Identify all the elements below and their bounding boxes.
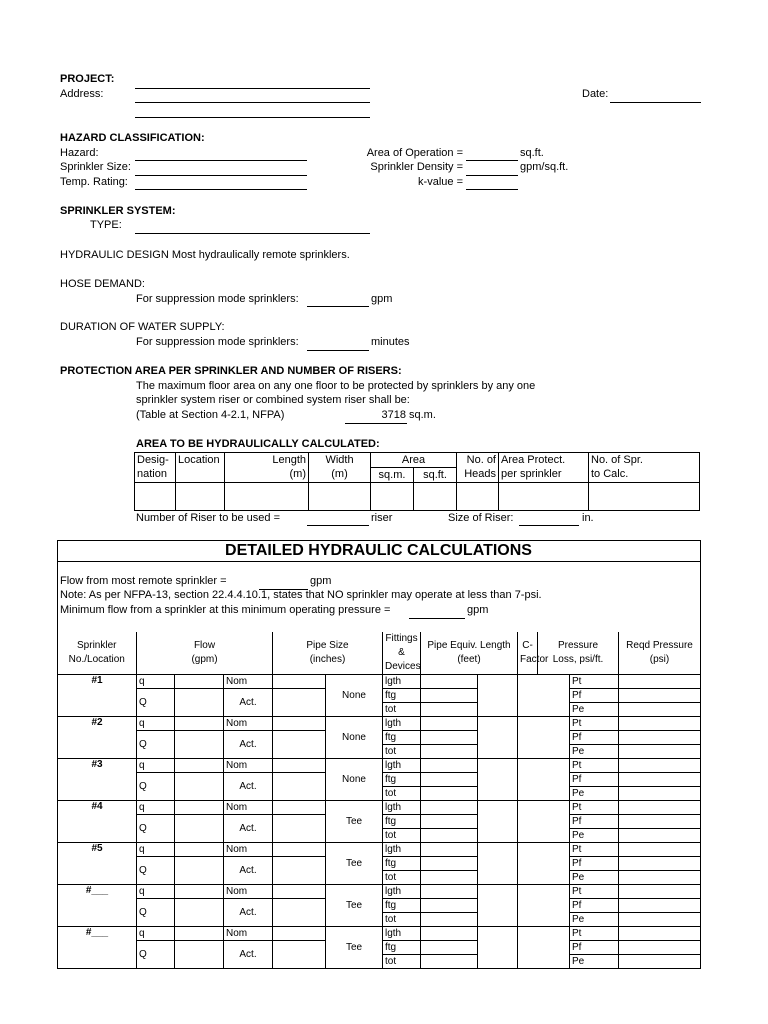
equiv-lgth-label: lgth	[383, 843, 421, 857]
pipe-act-label: Act.	[224, 731, 273, 759]
c-factor-value[interactable]	[478, 927, 518, 969]
pe-label: Pe	[570, 703, 619, 717]
equiv-ftg-label: ftg	[383, 773, 421, 787]
area-col-width: Width (m)	[309, 453, 371, 483]
flow-q-label: q	[137, 885, 175, 899]
flow-Q-value[interactable]	[175, 857, 224, 885]
pipe-nom-label: Nom	[224, 927, 273, 941]
pipe-act-label: Act.	[224, 815, 273, 843]
area-col-protect: Area Protect. per sprinkler	[499, 453, 589, 483]
temp-rating-label: Temp. Rating:	[60, 176, 128, 188]
flow-Q-value[interactable]	[175, 689, 224, 717]
duration-field[interactable]	[307, 350, 369, 351]
hazard-field[interactable]	[135, 160, 307, 161]
pipe-nom-label: Nom	[224, 675, 273, 689]
protection-line-1: The maximum floor area on any one floor to be protected by sprinklers by any one	[136, 380, 536, 392]
col-sprinkler: Sprinkler No./Location	[58, 632, 137, 675]
flow-Q-value[interactable]	[175, 815, 224, 843]
equiv-ftg-value[interactable]	[421, 689, 478, 703]
pe-label: Pe	[570, 913, 619, 927]
min-flow-field[interactable]	[409, 618, 465, 619]
flow-Q-value[interactable]	[175, 731, 224, 759]
pipe-act-value[interactable]	[273, 815, 326, 843]
riser-size-label: Size of Riser:	[448, 512, 514, 524]
area-cell[interactable]	[225, 483, 309, 511]
date-label: Date:	[582, 88, 609, 100]
flow-unit: gpm	[310, 575, 332, 587]
area-operation-field[interactable]	[466, 160, 518, 161]
duration-heading: DURATION OF WATER SUPPLY:	[60, 321, 225, 333]
flow-Q-value[interactable]	[175, 773, 224, 801]
c-factor-value[interactable]	[478, 717, 518, 759]
pt-value[interactable]	[619, 885, 701, 899]
pipe-act-label: Act.	[224, 857, 273, 885]
pressure-loss-value[interactable]	[518, 885, 570, 927]
equiv-tot-value[interactable]	[421, 829, 478, 843]
calc-row	[58, 927, 701, 941]
pt-label: Pt	[570, 759, 619, 773]
pipe-act-value[interactable]	[273, 857, 326, 885]
flow-Q-label: Q	[137, 773, 175, 801]
pt-value[interactable]	[619, 675, 701, 689]
equiv-tot-value[interactable]	[421, 703, 478, 717]
equiv-ftg-label: ftg	[383, 731, 421, 745]
pe-value[interactable]	[619, 703, 701, 717]
pf-label: Pf	[570, 899, 619, 913]
pe-value[interactable]	[619, 829, 701, 843]
flow-Q-label: Q	[137, 941, 175, 969]
detailed-title: DETAILED HYDRAULIC CALCULATIONS	[225, 542, 532, 559]
col-reqd-pressure: Reqd Pressure (psi)	[619, 632, 701, 675]
pf-value[interactable]	[619, 857, 701, 871]
flow-q-value[interactable]	[175, 675, 224, 689]
c-factor-value[interactable]	[478, 843, 518, 885]
pf-label: Pf	[570, 815, 619, 829]
pf-label: Pf	[570, 941, 619, 955]
pipe-nom-value[interactable]	[273, 717, 326, 731]
flow-q-label: q	[137, 843, 175, 857]
equiv-tot-label: tot	[383, 703, 421, 717]
hose-line: For suppression mode sprinklers:	[136, 293, 299, 305]
col-pipe-size: Pipe Size (inches)	[273, 632, 383, 675]
flow-Q-label: Q	[137, 815, 175, 843]
pipe-nom-label: Nom	[224, 843, 273, 857]
pt-value[interactable]	[619, 759, 701, 773]
calc-row	[58, 759, 701, 773]
hose-heading: HOSE DEMAND:	[60, 278, 145, 290]
pipe-nom-value[interactable]	[273, 675, 326, 689]
pe-label: Pe	[570, 829, 619, 843]
equiv-lgth-value[interactable]	[421, 885, 478, 899]
address-field-2[interactable]	[135, 117, 370, 118]
equiv-tot-label: tot	[383, 787, 421, 801]
c-factor-value[interactable]	[478, 801, 518, 843]
pressure-loss-value[interactable]	[518, 801, 570, 843]
fitting-value[interactable]: None	[326, 717, 383, 759]
protection-area-unit: sq.m.	[409, 409, 436, 421]
pressure-loss-value[interactable]	[518, 843, 570, 885]
equiv-lgth-label: lgth	[383, 675, 421, 689]
pipe-nom-label: Nom	[224, 885, 273, 899]
equiv-tot-value[interactable]	[421, 871, 478, 885]
equiv-tot-label: tot	[383, 913, 421, 927]
area-cell[interactable]	[414, 483, 457, 511]
hose-unit: gpm	[371, 293, 393, 305]
area-col-area: Area	[371, 453, 457, 468]
min-flow-line: Minimum flow from a sprinkler at this minimum operating pressure =	[60, 604, 391, 616]
equiv-tot-label: tot	[383, 871, 421, 885]
density-unit: gpm/sq.ft.	[520, 161, 569, 173]
sprinkler-id: #2	[58, 717, 137, 759]
protection-heading: PROTECTION AREA PER SPRINKLER AND NUMBER OF RISERS:	[60, 365, 402, 377]
min-flow-unit: gpm	[467, 604, 489, 616]
equiv-ftg-value[interactable]	[421, 857, 478, 871]
protection-line-2: sprinkler system riser or combined system riser shall be:	[136, 394, 410, 406]
protection-area-value[interactable]: 3718	[381, 409, 406, 421]
equiv-ftg-value[interactable]	[421, 731, 478, 745]
pf-label: Pf	[570, 773, 619, 787]
equiv-lgth-value[interactable]	[421, 801, 478, 815]
equiv-lgth-label: lgth	[383, 885, 421, 899]
pipe-nom-value[interactable]	[273, 885, 326, 899]
pt-label: Pt	[570, 843, 619, 857]
flow-q-value[interactable]	[175, 885, 224, 899]
area-calc-heading: AREA TO BE HYDRAULICALLY CALCULATED:	[136, 438, 380, 450]
pe-value[interactable]	[619, 871, 701, 885]
equiv-ftg-label: ftg	[383, 941, 421, 955]
equiv-lgth-value[interactable]	[421, 927, 478, 941]
flow-q-label: q	[137, 675, 175, 689]
pt-value[interactable]	[619, 843, 701, 857]
flow-q-label: q	[137, 927, 175, 941]
date-field[interactable]	[610, 102, 701, 103]
area-col-sqm: sq.m.	[371, 468, 414, 483]
equiv-ftg-label: ftg	[383, 689, 421, 703]
pipe-act-value[interactable]	[273, 689, 326, 717]
calc-table	[57, 632, 701, 969]
equiv-tot-label: tot	[383, 955, 421, 969]
pt-label: Pt	[570, 927, 619, 941]
c-factor-value[interactable]	[478, 759, 518, 801]
flow-Q-label: Q	[137, 857, 175, 885]
fitting-value[interactable]: Tee	[326, 843, 383, 885]
area-col-heads: No. of Heads	[457, 453, 499, 483]
sprinkler-id: #___	[58, 885, 137, 927]
duration-unit: minutes	[371, 336, 410, 348]
sprinkler-id: #1	[58, 675, 137, 717]
area-col-designation: Desig- nation	[135, 453, 176, 483]
density-label: Sprinkler Density =	[370, 161, 463, 173]
area-cell[interactable]	[371, 483, 414, 511]
calc-row	[58, 717, 701, 731]
riser-size-unit: in.	[582, 512, 594, 524]
project-field[interactable]	[135, 88, 370, 89]
area-cell[interactable]	[176, 483, 225, 511]
flow-q-label: q	[137, 801, 175, 815]
type-label: TYPE:	[90, 219, 122, 231]
duration-line: For suppression mode sprinklers:	[136, 336, 299, 348]
sprinkler-id: #___	[58, 927, 137, 969]
flow-Q-label: Q	[137, 731, 175, 759]
pipe-act-value[interactable]	[273, 731, 326, 759]
area-col-length: Length (m)	[225, 453, 309, 483]
area-calc-table	[134, 452, 700, 511]
equiv-lgth-label: lgth	[383, 759, 421, 773]
pf-value[interactable]	[619, 815, 701, 829]
flow-q-value[interactable]	[175, 801, 224, 815]
calc-row	[58, 675, 701, 689]
pf-label: Pf	[570, 731, 619, 745]
sprinkler-id: #5	[58, 843, 137, 885]
pt-label: Pt	[570, 801, 619, 815]
project-label: PROJECT:	[60, 73, 115, 85]
pipe-nom-label: Nom	[224, 759, 273, 773]
flow-q-value[interactable]	[175, 717, 224, 731]
pt-value[interactable]	[619, 801, 701, 815]
equiv-lgth-value[interactable]	[421, 675, 478, 689]
pf-value[interactable]	[619, 689, 701, 703]
equiv-tot-value[interactable]	[421, 913, 478, 927]
area-operation-label: Area of Operation =	[366, 147, 463, 159]
equiv-ftg-label: ftg	[383, 815, 421, 829]
pe-value[interactable]	[619, 913, 701, 927]
pe-label: Pe	[570, 745, 619, 759]
flow-q-label: q	[137, 717, 175, 731]
equiv-lgth-value[interactable]	[421, 759, 478, 773]
hydraulic-design-text: HYDRAULIC DESIGN Most hydraulically remote sprinklers.	[60, 249, 350, 261]
pt-label: Pt	[570, 717, 619, 731]
sprinkler-id: #3	[58, 759, 137, 801]
address-field-1[interactable]	[135, 102, 370, 103]
pipe-act-label: Act.	[224, 941, 273, 969]
flow-q-value[interactable]	[175, 759, 224, 773]
hazard-heading: HAZARD CLASSIFICATION:	[60, 132, 205, 144]
pipe-act-value[interactable]	[273, 941, 326, 969]
sprinkler-size-field[interactable]	[135, 175, 307, 176]
pe-value[interactable]	[619, 787, 701, 801]
area-col-location: Location	[176, 453, 225, 483]
flow-q-value[interactable]	[175, 843, 224, 857]
pipe-nom-label: Nom	[224, 717, 273, 731]
pe-value[interactable]	[619, 955, 701, 969]
equiv-ftg-label: ftg	[383, 899, 421, 913]
pipe-act-label: Act.	[224, 899, 273, 927]
equiv-tot-label: tot	[383, 745, 421, 759]
hose-field[interactable]	[307, 306, 369, 307]
pressure-loss-value[interactable]	[518, 717, 570, 759]
address-label: Address:	[60, 88, 104, 100]
pipe-act-label: Act.	[224, 689, 273, 717]
fitting-value[interactable]: Tee	[326, 801, 383, 843]
riser-size-field[interactable]	[519, 525, 579, 526]
pipe-nom-value[interactable]	[273, 759, 326, 773]
pe-label: Pe	[570, 871, 619, 885]
flow-Q-value[interactable]	[175, 899, 224, 927]
pf-label: Pf	[570, 857, 619, 871]
area-cell[interactable]	[309, 483, 371, 511]
kvalue-field[interactable]	[466, 189, 518, 190]
density-field[interactable]	[466, 175, 518, 176]
pipe-nom-value[interactable]	[273, 843, 326, 857]
pt-value[interactable]	[619, 717, 701, 731]
sprinkler-id: #4	[58, 801, 137, 843]
area-cell[interactable]	[135, 483, 176, 511]
hazard-label: Hazard:	[60, 147, 99, 159]
kvalue-label: k-value =	[418, 176, 463, 188]
pt-label: Pt	[570, 885, 619, 899]
calc-row	[58, 885, 701, 899]
col-equiv-length: Pipe Equiv. Length (feet)	[421, 632, 518, 675]
equiv-lgth-label: lgth	[383, 927, 421, 941]
pt-value[interactable]	[619, 927, 701, 941]
pressure-loss-value[interactable]	[518, 759, 570, 801]
fitting-value[interactable]: None	[326, 759, 383, 801]
riser-field[interactable]	[307, 525, 369, 526]
type-field[interactable]	[135, 233, 370, 234]
equiv-lgth-value[interactable]	[421, 843, 478, 857]
pe-label: Pe	[570, 955, 619, 969]
flow-line: Flow from most remote sprinkler =	[60, 575, 227, 587]
flow-Q-value[interactable]	[175, 941, 224, 969]
equiv-tot-value[interactable]	[421, 955, 478, 969]
col-fittings: Fittings & Devices	[383, 632, 421, 675]
col-pressure-loss: Pressure Loss, psi/ft.	[538, 632, 619, 675]
col-c-factor: C- Factor	[518, 632, 538, 675]
equiv-ftg-value[interactable]	[421, 815, 478, 829]
calc-row	[58, 801, 701, 815]
pipe-nom-value[interactable]	[273, 927, 326, 941]
equiv-ftg-label: ftg	[383, 857, 421, 871]
pipe-act-value[interactable]	[273, 899, 326, 927]
pipe-nom-value[interactable]	[273, 801, 326, 815]
equiv-ftg-value[interactable]	[421, 899, 478, 913]
fitting-value[interactable]: None	[326, 675, 383, 717]
equiv-tot-label: tot	[383, 829, 421, 843]
pipe-nom-label: Nom	[224, 801, 273, 815]
flow-Q-label: Q	[137, 689, 175, 717]
pipe-act-label: Act.	[224, 773, 273, 801]
flow-Q-label: Q	[137, 899, 175, 927]
equiv-lgth-value[interactable]	[421, 717, 478, 731]
c-factor-value[interactable]	[478, 885, 518, 927]
equiv-lgth-label: lgth	[383, 801, 421, 815]
equiv-lgth-label: lgth	[383, 717, 421, 731]
sprinkler-size-label: Sprinkler Size:	[60, 161, 131, 173]
area-operation-unit: sq.ft.	[520, 147, 544, 159]
equiv-ftg-value[interactable]	[421, 941, 478, 955]
pf-value[interactable]	[619, 941, 701, 955]
pressure-loss-value[interactable]	[518, 927, 570, 969]
area-col-sqft: sq.ft.	[414, 468, 457, 483]
flow-q-label: q	[137, 759, 175, 773]
pf-value[interactable]	[619, 773, 701, 787]
pf-value[interactable]	[619, 731, 701, 745]
pf-value[interactable]	[619, 899, 701, 913]
protection-line-3: (Table at Section 4-2.1, NFPA)	[136, 409, 285, 421]
nfpa-note: Note: As per NFPA-13, section 22.4.4.10.1, states that NO sprinkler may operate at less than 7-psi.	[60, 589, 542, 601]
equiv-ftg-value[interactable]	[421, 773, 478, 787]
pt-label: Pt	[570, 675, 619, 689]
area-cell[interactable]	[589, 483, 700, 511]
riser-unit: riser	[371, 512, 393, 524]
area-cell[interactable]	[499, 483, 589, 511]
flow-q-value[interactable]	[175, 927, 224, 941]
system-heading: SPRINKLER SYSTEM:	[60, 205, 176, 217]
temp-rating-field[interactable]	[135, 189, 307, 190]
col-flow: Flow (gpm)	[137, 632, 273, 675]
fitting-value[interactable]: Tee	[326, 885, 383, 927]
protection-area-underline	[345, 423, 407, 424]
equiv-tot-value[interactable]	[421, 745, 478, 759]
title-divider	[57, 561, 700, 562]
equiv-tot-value[interactable]	[421, 787, 478, 801]
riser-label: Number of Riser to be used =	[136, 512, 280, 524]
c-factor-value[interactable]	[478, 675, 518, 717]
fitting-value[interactable]: Tee	[326, 927, 383, 969]
pf-label: Pf	[570, 689, 619, 703]
pe-value[interactable]	[619, 745, 701, 759]
pipe-act-value[interactable]	[273, 773, 326, 801]
area-cell[interactable]	[457, 483, 499, 511]
area-col-spr: No. of Spr. to Calc.	[589, 453, 700, 483]
calc-row	[58, 843, 701, 857]
pe-label: Pe	[570, 787, 619, 801]
pressure-loss-value[interactable]	[518, 675, 570, 717]
